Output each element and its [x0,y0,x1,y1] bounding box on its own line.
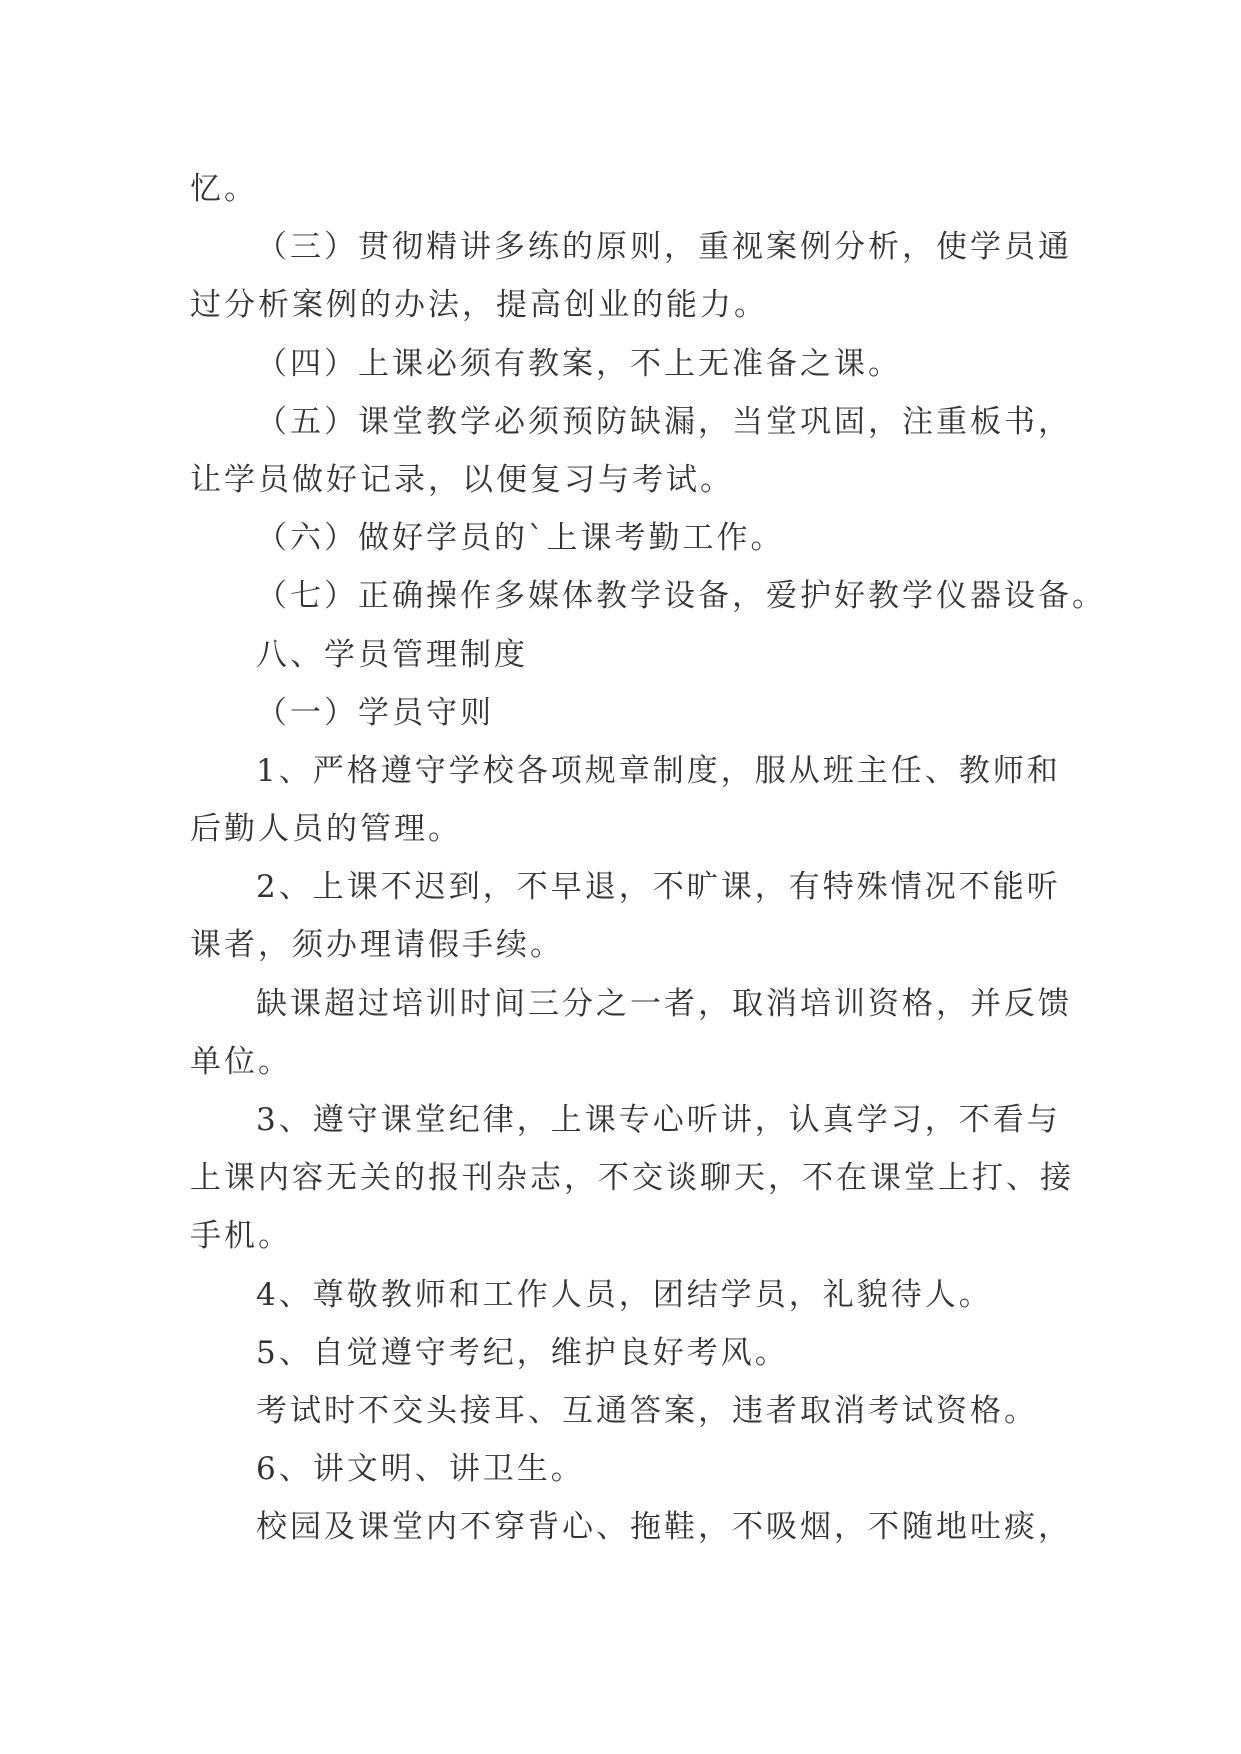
document-body [190,160,1106,1557]
text-line: （六）做好学员的`上课考勤工作。 [256,520,785,557]
text-line: （五）课堂教学必须预防缺漏，当堂巩固，注重板书， [256,403,1072,440]
subsection-heading: （一）学员守则 [256,694,494,731]
text-line: 4、尊敬教师和工作人员，团结学员，礼貌待人。 [256,1276,993,1313]
text-line: （四）上课必须有教案，不上无准备之课。 [256,345,902,382]
text-line: 上课内容无关的报刊杂志，不交谈聊天，不在课堂上打、接 [190,1160,1074,1197]
text-line: 2、上课不迟到，不早退，不旷课，有特殊情况不能听 [256,869,1061,906]
text-line: 后勤人员的管理。 [190,811,462,848]
text-line: 单位。 [190,1043,292,1080]
text-line: （三）贯彻精讲多练的原则，重视案例分析，使学员通 [256,229,1072,266]
text-line: 5、自觉遵守考纪，维护良好考风。 [256,1334,789,1371]
section-heading: 八、学员管理制度 [256,636,528,673]
text-line: 考试时不交头接耳、互通答案，违者取消考试资格。 [256,1392,1038,1429]
text-line: 手机。 [190,1218,292,1255]
text-line: 1、严格遵守学校各项规章制度，服从班主任、教师和 [256,752,1061,789]
text-line: 忆。 [190,171,258,207]
text-line: 课者，须办理请假手续。 [190,927,564,964]
text-line: 过分析案例的办法，提高创业的能力。 [190,287,768,324]
text-line: 3、遵守课堂纪律，上课专心听讲，认真学习，不看与 [256,1102,1061,1138]
text-line: 校园及课堂内不穿背心、拖鞋，不吸烟，不随地吐痰， [256,1509,1072,1546]
text-line: （七）正确操作多媒体教学设备，爱护好教学仪器设备。 [256,578,1106,615]
text-line: 让学员做好记录，以便复习与考试。 [190,461,734,498]
text-line: 缺课超过培训时间三分之一者，取消培训资格，并反馈 [256,985,1072,1022]
text-line: 6、讲文明、讲卫生。 [256,1451,585,1488]
